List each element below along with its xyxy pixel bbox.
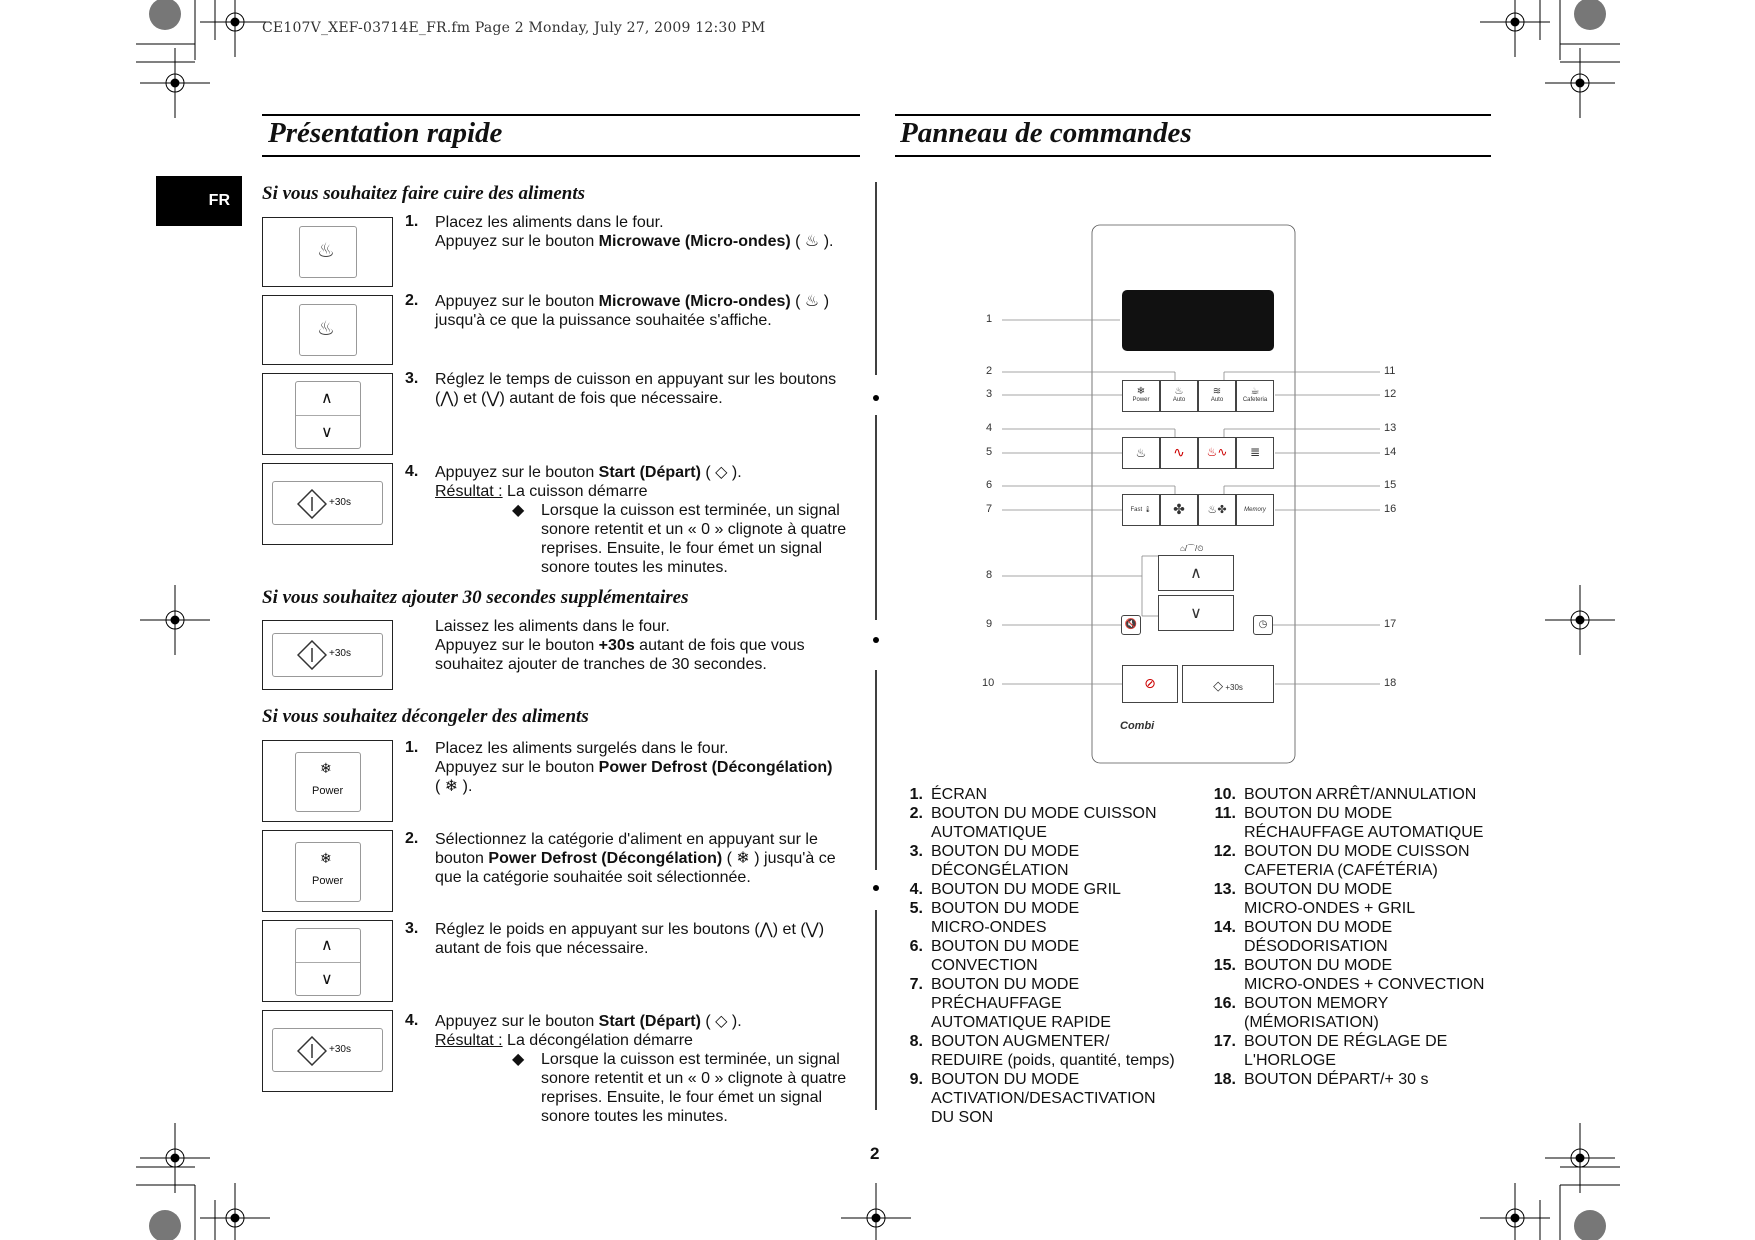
callout-label: 8 bbox=[986, 569, 993, 581]
convection-button[interactable] bbox=[1160, 494, 1198, 526]
legend-text: BOUTON DU MODE GRIL bbox=[931, 881, 1121, 898]
legend-left bbox=[903, 785, 1203, 1127]
microwave-button-illustration bbox=[262, 295, 393, 365]
title-rule-bottom-right bbox=[895, 155, 1491, 157]
legend-text: BOUTON ARRÊT/ANNULATION bbox=[1244, 786, 1477, 803]
legend-number: 18. bbox=[1213, 1071, 1236, 1088]
callout-label: 2 bbox=[986, 365, 993, 377]
legend-item bbox=[1208, 880, 1498, 918]
legend-number: 3. bbox=[909, 843, 923, 860]
legend-text: DU SON bbox=[931, 1109, 994, 1126]
registration-mark bbox=[1545, 585, 1615, 655]
callout-label: 9 bbox=[986, 618, 993, 630]
start-diamond-icon bbox=[297, 489, 327, 519]
start-button-illustration bbox=[262, 1010, 393, 1092]
cup-icon: ☕ bbox=[1250, 386, 1260, 397]
result-note: ◆ Lorsque la cuisson est terminée, un signal sonore retentit et un « 0 » clignote à quatre reprises. Ensuite, le four émet un signal sonore toutes les minutes. bbox=[512, 502, 847, 576]
legend-text: BOUTON DU MODE bbox=[931, 938, 1080, 955]
callout-label: 18 bbox=[1384, 677, 1397, 689]
power-button-label: Power bbox=[1132, 397, 1150, 403]
legend-text: BOUTON MEMORY bbox=[1244, 995, 1389, 1012]
step-line: Placez les aliments dans le four. bbox=[435, 214, 664, 231]
up-arrow-icon: ∧ bbox=[321, 390, 333, 407]
microwave-convection-button[interactable] bbox=[1198, 494, 1236, 526]
add30-text bbox=[435, 617, 865, 674]
callout-label: 1 bbox=[986, 313, 993, 325]
down-arrow-icon: ∨ bbox=[321, 424, 333, 441]
legend-text: AUTOMATIQUE RAPIDE bbox=[931, 1014, 1111, 1031]
step-number: 2. bbox=[405, 292, 419, 309]
up-arrow-icon: ∧ bbox=[1190, 565, 1202, 582]
mute-icon: 🔇 bbox=[1124, 619, 1138, 630]
callout-label: 3 bbox=[986, 388, 993, 400]
start-diamond-icon bbox=[297, 640, 327, 670]
clock-icon: ◷ bbox=[1258, 619, 1268, 630]
step-line: souhaitez ajouter de tranches de 30 secondes. bbox=[435, 656, 767, 673]
step-line: Appuyez sur le bouton Power Defrost (Décongélation) bbox=[435, 759, 833, 776]
cafeteria-button[interactable] bbox=[1236, 380, 1274, 412]
pot-icon: ♨ bbox=[1174, 386, 1184, 397]
auto-button-label: Auto bbox=[1210, 397, 1224, 403]
legend-item bbox=[903, 975, 1203, 1032]
step-line: Appuyez sur le bouton Start (Départ) ( ◇ ). bbox=[435, 464, 742, 481]
microwave-icon: ♨ bbox=[317, 318, 335, 340]
clock-button[interactable] bbox=[1253, 615, 1273, 635]
legend-item bbox=[903, 842, 1203, 880]
language-tab bbox=[156, 176, 242, 226]
memory-button-label: Memory bbox=[1244, 507, 1266, 513]
timer-indicator: ⌂/⌒/⏲ bbox=[1180, 544, 1204, 553]
microwave-button-illustration bbox=[262, 217, 393, 287]
step-number: 3. bbox=[405, 370, 419, 387]
callout-label: 6 bbox=[986, 479, 993, 491]
control-panel-diagram bbox=[980, 220, 1420, 770]
brand-logo: Combi bbox=[1120, 720, 1155, 732]
step-line: ( ❄ ). bbox=[435, 778, 473, 795]
page-number: 2 bbox=[870, 1144, 880, 1163]
step-line: Appuyez sur le bouton +30s autant de fois que vous bbox=[435, 637, 805, 654]
step-line: Réglez le temps de cuisson en appuyant sur les boutons bbox=[435, 371, 837, 388]
legend-item bbox=[903, 804, 1203, 842]
legend-text: BOUTON DU MODE bbox=[1244, 919, 1393, 936]
power-defrost-button-illustration bbox=[262, 740, 393, 822]
legend-text: (MÉMORISATION) bbox=[1244, 1014, 1379, 1031]
section-cook-title: Si vous souhaitez faire cuire des aliments bbox=[262, 183, 586, 204]
legend-item bbox=[1208, 956, 1498, 994]
step-number: 2. bbox=[405, 830, 419, 847]
auto-button-label: Auto bbox=[1172, 397, 1186, 403]
callout-label: 13 bbox=[1384, 422, 1397, 434]
step-4-text bbox=[435, 463, 865, 577]
step-line: Sélectionnez la catégorie d'aliment en appuyant sur le bbox=[435, 831, 818, 848]
power-defrost-button-illustration bbox=[262, 830, 393, 912]
legend-text: DÉCONGÉLATION bbox=[931, 862, 1069, 879]
sound-toggle-button[interactable] bbox=[1121, 615, 1141, 635]
registration-mark bbox=[140, 48, 210, 118]
legend-text: REDUIRE (poids, quantité, temps) bbox=[931, 1052, 1175, 1069]
down-arrow-icon: ∨ bbox=[1190, 605, 1202, 622]
legend-number: 6. bbox=[909, 938, 923, 955]
callout-label: 16 bbox=[1384, 503, 1397, 515]
legend-text: ACTIVATION/DESACTIVATION bbox=[931, 1090, 1156, 1107]
step-line: Appuyez sur le bouton Start (Départ) ( ◇ ). bbox=[435, 1013, 742, 1030]
legend-number: 7. bbox=[909, 976, 923, 993]
callout-label: 7 bbox=[986, 503, 993, 515]
start-plus30-label: ◇ +30s bbox=[1213, 678, 1243, 693]
section-defrost-title: Si vous souhaitez décongeler des aliments bbox=[262, 706, 589, 727]
legend-text: BOUTON DU MODE bbox=[931, 900, 1080, 917]
auto-reheat-button[interactable] bbox=[1198, 380, 1236, 412]
step-3-text bbox=[435, 370, 865, 408]
legend-text: BOUTON DU MODE CUISSON bbox=[1244, 843, 1470, 860]
legend-text: BOUTON DE RÉGLAGE DE bbox=[1244, 1033, 1448, 1050]
legend-item bbox=[903, 937, 1203, 975]
microwave-button[interactable] bbox=[1160, 437, 1198, 469]
microwave-convection-icon: ♨✤ bbox=[1207, 504, 1227, 516]
callout-label: 14 bbox=[1384, 446, 1397, 458]
defrost-step-4-text bbox=[435, 1012, 865, 1126]
legend-text: BOUTON AUGMENTER/ bbox=[931, 1033, 1110, 1050]
step-line: que la catégorie souhaitée soit sélectionnée. bbox=[435, 869, 751, 886]
up-arrow-icon: ∧ bbox=[321, 937, 333, 954]
legend-number: 16. bbox=[1213, 995, 1236, 1012]
start-diamond-icon: ◇ bbox=[1213, 678, 1224, 693]
plus30-button-illustration bbox=[262, 620, 393, 690]
step-line: Réglez le poids en appuyant sur les boutons (⋀) et (⋁) bbox=[435, 921, 825, 938]
stop-cancel-button[interactable] bbox=[1122, 665, 1178, 703]
step-line: autant de fois que nécessaire. bbox=[435, 940, 649, 957]
legend-text: CAFETERIA (CAFÉTÉRIA) bbox=[1244, 862, 1438, 879]
fast-button-label: Fast 🌡 bbox=[1130, 507, 1152, 513]
legend-number: 9. bbox=[909, 1071, 923, 1088]
legend-item bbox=[903, 785, 1203, 804]
start-diamond-icon bbox=[297, 1036, 327, 1066]
legend-item bbox=[1208, 842, 1498, 880]
legend-text: MICRO-ONDES bbox=[931, 919, 1047, 936]
up-button[interactable] bbox=[1158, 555, 1234, 591]
microwave-grill-icon: ♨∿ bbox=[1206, 445, 1228, 459]
registration-mark bbox=[140, 585, 210, 655]
steam-icon: ≋ bbox=[1212, 386, 1222, 397]
stop-icon: ⊘ bbox=[1144, 675, 1156, 691]
down-arrow-icon: ∨ bbox=[321, 971, 333, 988]
step-line: Appuyez sur le bouton Microwave (Micro-ondes) ( ♨ ) bbox=[435, 293, 830, 310]
step-line: Appuyez sur le bouton Microwave (Micro-ondes) ( ♨ ). bbox=[435, 233, 834, 250]
result-note: ◆ Lorsque la cuisson est terminée, un signal sonore retentit et un « 0 » clignote à quatre reprises. Ensuite, le four émet un signal sonore toutes les minutes. bbox=[512, 1051, 847, 1125]
legend-number: 17. bbox=[1213, 1033, 1236, 1050]
registration-mark bbox=[841, 1183, 911, 1240]
legend-text: BOUTON DU MODE bbox=[931, 976, 1080, 993]
plus30-label: +30s bbox=[329, 1044, 351, 1055]
callout-label: 15 bbox=[1384, 479, 1397, 491]
callout-label: 17 bbox=[1384, 618, 1397, 630]
power-defrost-button[interactable] bbox=[1122, 380, 1160, 412]
step-line: bouton Power Defrost (Décongélation) ( ❄ ) jusqu'à ce bbox=[435, 850, 836, 867]
legend-right bbox=[1208, 785, 1498, 1089]
legend-number: 10. bbox=[1213, 786, 1236, 803]
step-2-text bbox=[435, 292, 855, 330]
legend-text: BOUTON DU MODE bbox=[931, 843, 1080, 860]
step-1-text bbox=[435, 213, 855, 251]
start-plus30-button[interactable] bbox=[1182, 665, 1274, 703]
legend-text: RÉCHAUFFAGE AUTOMATIQUE bbox=[1244, 824, 1484, 841]
up-down-button-illustration bbox=[262, 920, 393, 1002]
legend-text: MICRO-ONDES + GRIL bbox=[1244, 900, 1416, 917]
legend-item bbox=[1208, 994, 1498, 1032]
step-line: jusqu'à ce que la puissance souhaitée s'affiche. bbox=[435, 312, 772, 329]
cafeteria-button-label: Cafeteria bbox=[1242, 397, 1268, 403]
step-number: 4. bbox=[405, 1012, 419, 1029]
legend-number: 4. bbox=[909, 881, 923, 898]
legend-item bbox=[1208, 1070, 1498, 1089]
legend-item bbox=[1208, 785, 1498, 804]
legend-number: 11. bbox=[1214, 805, 1236, 822]
defrost-step-1-text bbox=[435, 739, 865, 796]
start-button-illustration bbox=[262, 463, 393, 545]
legend-text: MICRO-ONDES + CONVECTION bbox=[1244, 976, 1485, 993]
section-add30-title: Si vous souhaitez ajouter 30 secondes supplémentaires bbox=[262, 587, 689, 608]
defrost-step-2-text bbox=[435, 830, 865, 887]
microwave-grill-button[interactable] bbox=[1198, 437, 1236, 469]
grill-icon: ♨ bbox=[1135, 446, 1147, 460]
step-number: 1. bbox=[405, 739, 419, 756]
registration-mark bbox=[1545, 1123, 1615, 1193]
legend-item bbox=[903, 880, 1203, 899]
legend-text: BOUTON DU MODE bbox=[931, 1071, 1080, 1088]
callout-label: 10 bbox=[982, 677, 995, 689]
callout-label: 5 bbox=[986, 446, 993, 458]
legend-text: BOUTON DÉPART/+ 30 s bbox=[1244, 1071, 1429, 1088]
registration-mark bbox=[140, 1123, 210, 1193]
fan-icon: ✤ bbox=[1173, 501, 1185, 517]
legend-item bbox=[1208, 804, 1498, 842]
plus30-label: +30s bbox=[329, 497, 351, 508]
fast-preheat-button[interactable] bbox=[1122, 494, 1160, 526]
legend-number: 1. bbox=[909, 786, 923, 803]
legend-item bbox=[1208, 1032, 1498, 1070]
defrost-icon: ❄ bbox=[320, 760, 332, 776]
legend-text: ÉCRAN bbox=[931, 786, 988, 803]
legend-text: CONVECTION bbox=[931, 957, 1038, 974]
memory-button[interactable] bbox=[1236, 494, 1274, 526]
callout-label: 4 bbox=[986, 422, 993, 434]
right-title: Panneau de commandes bbox=[900, 117, 1192, 149]
legend-item bbox=[903, 1070, 1203, 1127]
legend-text: BOUTON DU MODE bbox=[1244, 805, 1393, 822]
step-number: 4. bbox=[405, 463, 419, 480]
power-label: Power bbox=[312, 785, 344, 797]
auto-cook-button[interactable] bbox=[1160, 380, 1198, 412]
deodorize-icon: ≣ bbox=[1249, 445, 1261, 459]
legend-number: 12. bbox=[1213, 843, 1236, 860]
legend-item bbox=[903, 899, 1203, 937]
title-rule-top-right bbox=[895, 114, 1491, 116]
legend-text: BOUTON DU MODE bbox=[1244, 957, 1393, 974]
defrost-step-3-text bbox=[435, 920, 865, 958]
defrost-icon: ❄ bbox=[1136, 386, 1146, 397]
step-line: Laissez les aliments dans le four. bbox=[435, 618, 670, 635]
legend-number: 8. bbox=[909, 1033, 923, 1050]
legend-item bbox=[1208, 918, 1498, 956]
microwave-wave-icon: ∿ bbox=[1173, 444, 1185, 460]
step-number: 1. bbox=[405, 213, 419, 230]
callout-label: 11 bbox=[1384, 365, 1396, 377]
up-down-button-illustration bbox=[262, 373, 393, 455]
legend-number: 13. bbox=[1213, 881, 1236, 898]
grill-button[interactable] bbox=[1122, 437, 1160, 469]
legend-text: L'HORLOGE bbox=[1244, 1052, 1336, 1069]
legend-text: BOUTON DU MODE CUISSON bbox=[931, 805, 1157, 822]
legend-text: AUTOMATIQUE bbox=[931, 824, 1047, 841]
power-label: Power bbox=[312, 875, 344, 887]
registration-mark bbox=[1545, 48, 1615, 118]
legend-number: 14. bbox=[1213, 919, 1236, 936]
language-tab-label: FR bbox=[208, 192, 230, 209]
plus30-label: +30s bbox=[329, 648, 351, 659]
legend-number: 15. bbox=[1213, 957, 1236, 974]
step-number: 3. bbox=[405, 920, 419, 937]
left-title: Présentation rapide bbox=[268, 117, 503, 149]
deodorize-button[interactable] bbox=[1236, 437, 1274, 469]
legend-text: BOUTON DU MODE bbox=[1244, 881, 1393, 898]
legend-text: PRÉCHAUFFAGE bbox=[931, 995, 1062, 1012]
step-line: Résultat : La cuisson démarre bbox=[435, 483, 648, 500]
defrost-icon: ❄ bbox=[320, 850, 332, 866]
microwave-icon: ♨ bbox=[317, 240, 335, 262]
title-rule-bottom-left bbox=[262, 155, 860, 157]
legend-number: 2. bbox=[909, 805, 923, 822]
file-header: CE107V_XEF-03714E_FR.fm Page 2 Monday, July 27, 2009 12:30 PM bbox=[262, 20, 766, 36]
step-line: (⋀) et (⋁) autant de fois que nécessaire. bbox=[435, 390, 723, 407]
legend-number: 5. bbox=[909, 900, 923, 917]
registration-mark bbox=[200, 0, 270, 57]
down-button[interactable] bbox=[1158, 595, 1234, 631]
registration-mark bbox=[200, 1183, 270, 1240]
step-line: Placez les aliments surgelés dans le four. bbox=[435, 740, 729, 757]
title-rule-top-left bbox=[262, 114, 860, 116]
legend-item bbox=[903, 1032, 1203, 1070]
step-line: Résultat : La décongélation démarre bbox=[435, 1032, 693, 1049]
callout-label: 12 bbox=[1384, 388, 1397, 400]
legend-text: DÉSODORISATION bbox=[1244, 938, 1388, 955]
